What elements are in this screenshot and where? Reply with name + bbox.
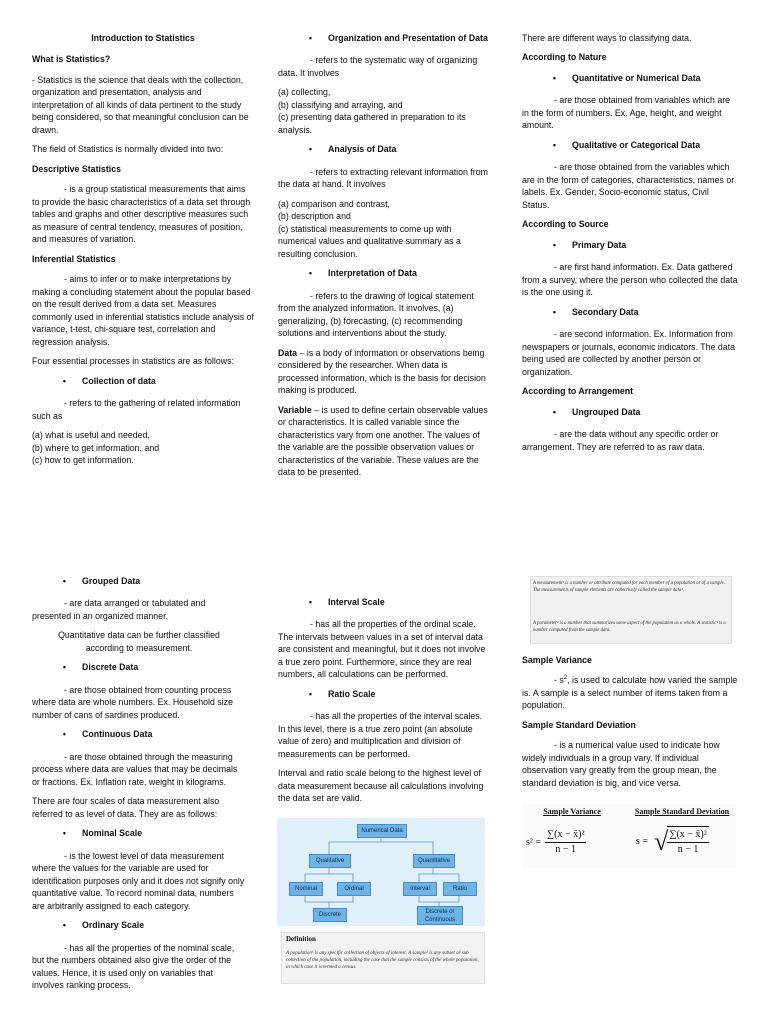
collection-body: - refers to the gathering of related information such as	[32, 398, 241, 421]
ordinal-body: - has all the properties of the nominal scale, but the numbers obtained also give the order of the values. Hence, it is used only on variables that involves ranking process.	[32, 942, 235, 991]
bullet-interpretation: • Interpretation of Data	[308, 268, 417, 279]
sample-sd-heading: Sample Standard Deviation	[522, 719, 636, 730]
definition-text: A population¹ is any specific collection of objects of interest. A sample² is any subset or sub collection of the population, including the case that the sample consists of the whole population, in which case it is termed a census.	[286, 951, 479, 970]
source-heading: According to Source	[522, 219, 609, 230]
node-quantitative: Quantitative	[413, 854, 455, 868]
organization-list: (a) collecting, (b) classifying and arraying, and (c) presenting data gathered in preparation to its analysis.	[278, 87, 466, 135]
node-ordinal: Ordinal	[337, 882, 371, 896]
inferential-body: - aims to infer or to make interpretations by making a concluding statement about the popular based on the result derived from a data set. Measures commonly used in inferential statistics include analysis of variance, t-test, chi-square test, correlation and regression analysis.	[32, 274, 254, 347]
quantitative-body: - are those obtained from variables which are in the form of numbers. Ex. Age, height, and weight amount.	[522, 95, 731, 131]
formula-variance: s² = $\frac{\text{∑(x − x̄)²}}{n - 1}$	[526, 829, 585, 856]
arrangement-heading: According to Arrangement	[522, 386, 634, 397]
bullet-analysis: • Analysis of Data	[308, 144, 397, 155]
scales-text: There are four scales of data measurement also referred to as level of data. They are as follows:	[32, 796, 220, 819]
formula-box	[522, 804, 736, 868]
grouped-body: - are data arranged or tabulated and presented in an organized manner.	[32, 598, 206, 621]
bullet-organization: • Organization and Presentation of Data	[308, 33, 488, 43]
page-title: Introduction to Statistics	[91, 33, 195, 43]
analysis-body: - refers to extracting relevant information from the data at hand. It involves	[278, 166, 488, 190]
analysis-list: (a) comparison and contrast, (b) description and (c) statistical measurements to come up with numerical values and qualitative summary as a resulting conclusion.	[278, 198, 461, 259]
formula-variance-title: Sample Variance	[543, 807, 601, 816]
parameter-text: A parameter² is a number that summarizes some aspect of the population as a whole. A statistic³ is a number computed from the sample data.	[533, 621, 726, 633]
definition-title: Definition	[286, 935, 316, 943]
interpretation-body: - refers to the drawing of logical statement from the analyzed information. It involves, (a) generalizing, (b) forecasting, (c) recommending solutions and interventions about the study.	[278, 290, 474, 339]
node-ratio: Ratio	[443, 882, 477, 896]
node-numerical-data: Numerical Data	[357, 824, 407, 838]
bullet-ordinal: • Ordinary Scale	[62, 920, 145, 931]
column-2	[278, 32, 490, 486]
highest-level-text: Interval and ratio scale belong to the highest level of data measurement because all calculations involving the data set are valid.	[278, 768, 484, 804]
formula-sd-title: Sample Standard Deviation	[634, 807, 730, 816]
bullet-nominal: • Nominal Scale	[62, 828, 143, 839]
node-interval: Interval	[403, 882, 437, 896]
inferential-heading: Inferential Statistics	[32, 253, 116, 264]
qualitative-body: - are those obtained from the variables which are in the form of categories, characteristics, names or labels. Ex. Gender, Socio-economic status, Civil Status.	[522, 162, 735, 210]
bullet-continuous: • Continuous Data	[62, 729, 153, 740]
discrete-body: - are those obtained from counting process where data are whole numbers. Ex. Household size number of cans of sardines produced.	[32, 684, 233, 720]
node-qualitative: Qualitative	[309, 854, 351, 868]
bullet-collection: • Collection of data	[62, 375, 156, 386]
node-nominal: Nominal	[289, 882, 323, 896]
sample-sd-body: - is a numerical value used to indicate how widely individuals in a group vary. If individual observation vary greatly from the group mean, the standard deviation is big, and vice versa.	[522, 740, 720, 788]
bullet-secondary: • Secondary Data	[552, 306, 639, 317]
descriptive-heading: Descriptive Statistics	[32, 163, 121, 174]
node-discrete: Discrete	[313, 908, 347, 922]
bullet-ratio: • Ratio Scale	[308, 688, 376, 699]
measurement-text: A measurement¹ is a number or attribute computed for each member of a population or of a sample. The measurements of sample elements are collectively called the sample data¹.	[533, 581, 725, 593]
bullet-discrete: • Discrete Data	[62, 662, 139, 673]
interval-body: - has all the properties of the ordinal scale. The intervals between values in a set of interval data are consistent and meaningful, but it does not involve a true zero point. Furthermore, since they are real numbers, all calculations can be performed.	[278, 619, 486, 680]
column-6	[522, 654, 738, 796]
bullet-quantitative: • Quantitative or Numerical Data	[552, 72, 701, 83]
data-classification-diagram	[277, 818, 485, 926]
column-1	[32, 32, 254, 474]
bullet-qualitative: • Qualitative or Categorical Data	[552, 139, 701, 150]
collection-list: (a) what is useful and needed, (b) where to get information, and (c) how to get information.	[32, 430, 160, 466]
what-body: - Statistics is the science that deals with the collection, organization and presentation, analysis and interpretation of all kinds of data pertinent to the study being considered, so that meaningful conclusion can be drawn.	[32, 74, 249, 135]
node-discrete-or-continuous: Discrete or Continuous	[417, 906, 463, 925]
four-processes-text: Four essential processes in statistics are as follows:	[32, 356, 234, 367]
sample-variance-heading: Sample Variance	[522, 655, 592, 665]
measurement-definition-image	[530, 576, 732, 644]
column-5	[278, 596, 490, 812]
definition-box	[281, 932, 485, 984]
continuous-body: - are those obtained through the measuring process where data are values that may be decimals or fractions. Ex. Inflation rate, weight in kilograms.	[32, 751, 238, 787]
variable-definition: Variable – is used to define certain observable values or characteristics. It is called variable since the characteristics vary from one another. The values of the variable are the possible observation values or characteristics of the variable. These values are the data to be presented.	[278, 404, 488, 478]
column-3	[522, 32, 738, 460]
further-classified-text: Quantitative data can be further classified according to measurement.	[58, 630, 220, 653]
descriptive-body: - is a group statistical measurements that aims to provide the basic characteristics of a data set through tables and graphs and other descriptive measures such as measure of central tendency, measures of position, and measures of variation.	[32, 184, 251, 245]
ungrouped-body: - are the data without any specific order or arrangement. They are referred to as raw data.	[522, 429, 719, 452]
what-heading: What is Statistics?	[32, 54, 111, 65]
bullet-primary: • Primary Data	[552, 239, 627, 250]
bullet-ungrouped: • Ungrouped Data	[552, 406, 641, 417]
nature-heading: According to Nature	[522, 52, 607, 63]
column-4	[32, 575, 246, 999]
formula-sd: s = √ ∑(x − x̄)² n − 1	[636, 826, 707, 856]
organization-body: - refers to the systematic way of organizing data. It involves	[278, 55, 478, 78]
ratio-body: - has all the properties of the interval scales. In this level, there is a true zero point (an absolute value of zero) and multiplication and division of measurements can be performed.	[278, 711, 483, 759]
data-definition: Data – is a body of information or observations being considered by the researcher. When data is processed information, which is the basis for decision making is produced.	[278, 347, 486, 396]
primary-body: - are first hand information. Ex. Data gathered from a survey, where the person who collected the data is the one using it.	[522, 262, 738, 298]
field-text: The field of Statistics is normally divided into two:	[32, 144, 224, 155]
bullet-interval: • Interval Scale	[308, 597, 385, 607]
nominal-body: - is the lowest level of data measurement where the values for the variable are used for identification purposes only and it does not signify only quantitative value. To record nominal data, numbers are arbitrarily assigned to each category.	[32, 850, 245, 911]
secondary-body: - are second information. Ex. Information from newspapers or journals, economic indicators. The data being used are collected by another person or organization.	[522, 329, 736, 377]
sample-variance-body: - $s^2$, is used to calculate how varied the sample is. A sample is a select number of items taken from a population.	[522, 675, 738, 711]
classify-intro: There are different ways to classifying data.	[522, 33, 692, 43]
bullet-grouped: • Grouped Data	[62, 576, 141, 586]
